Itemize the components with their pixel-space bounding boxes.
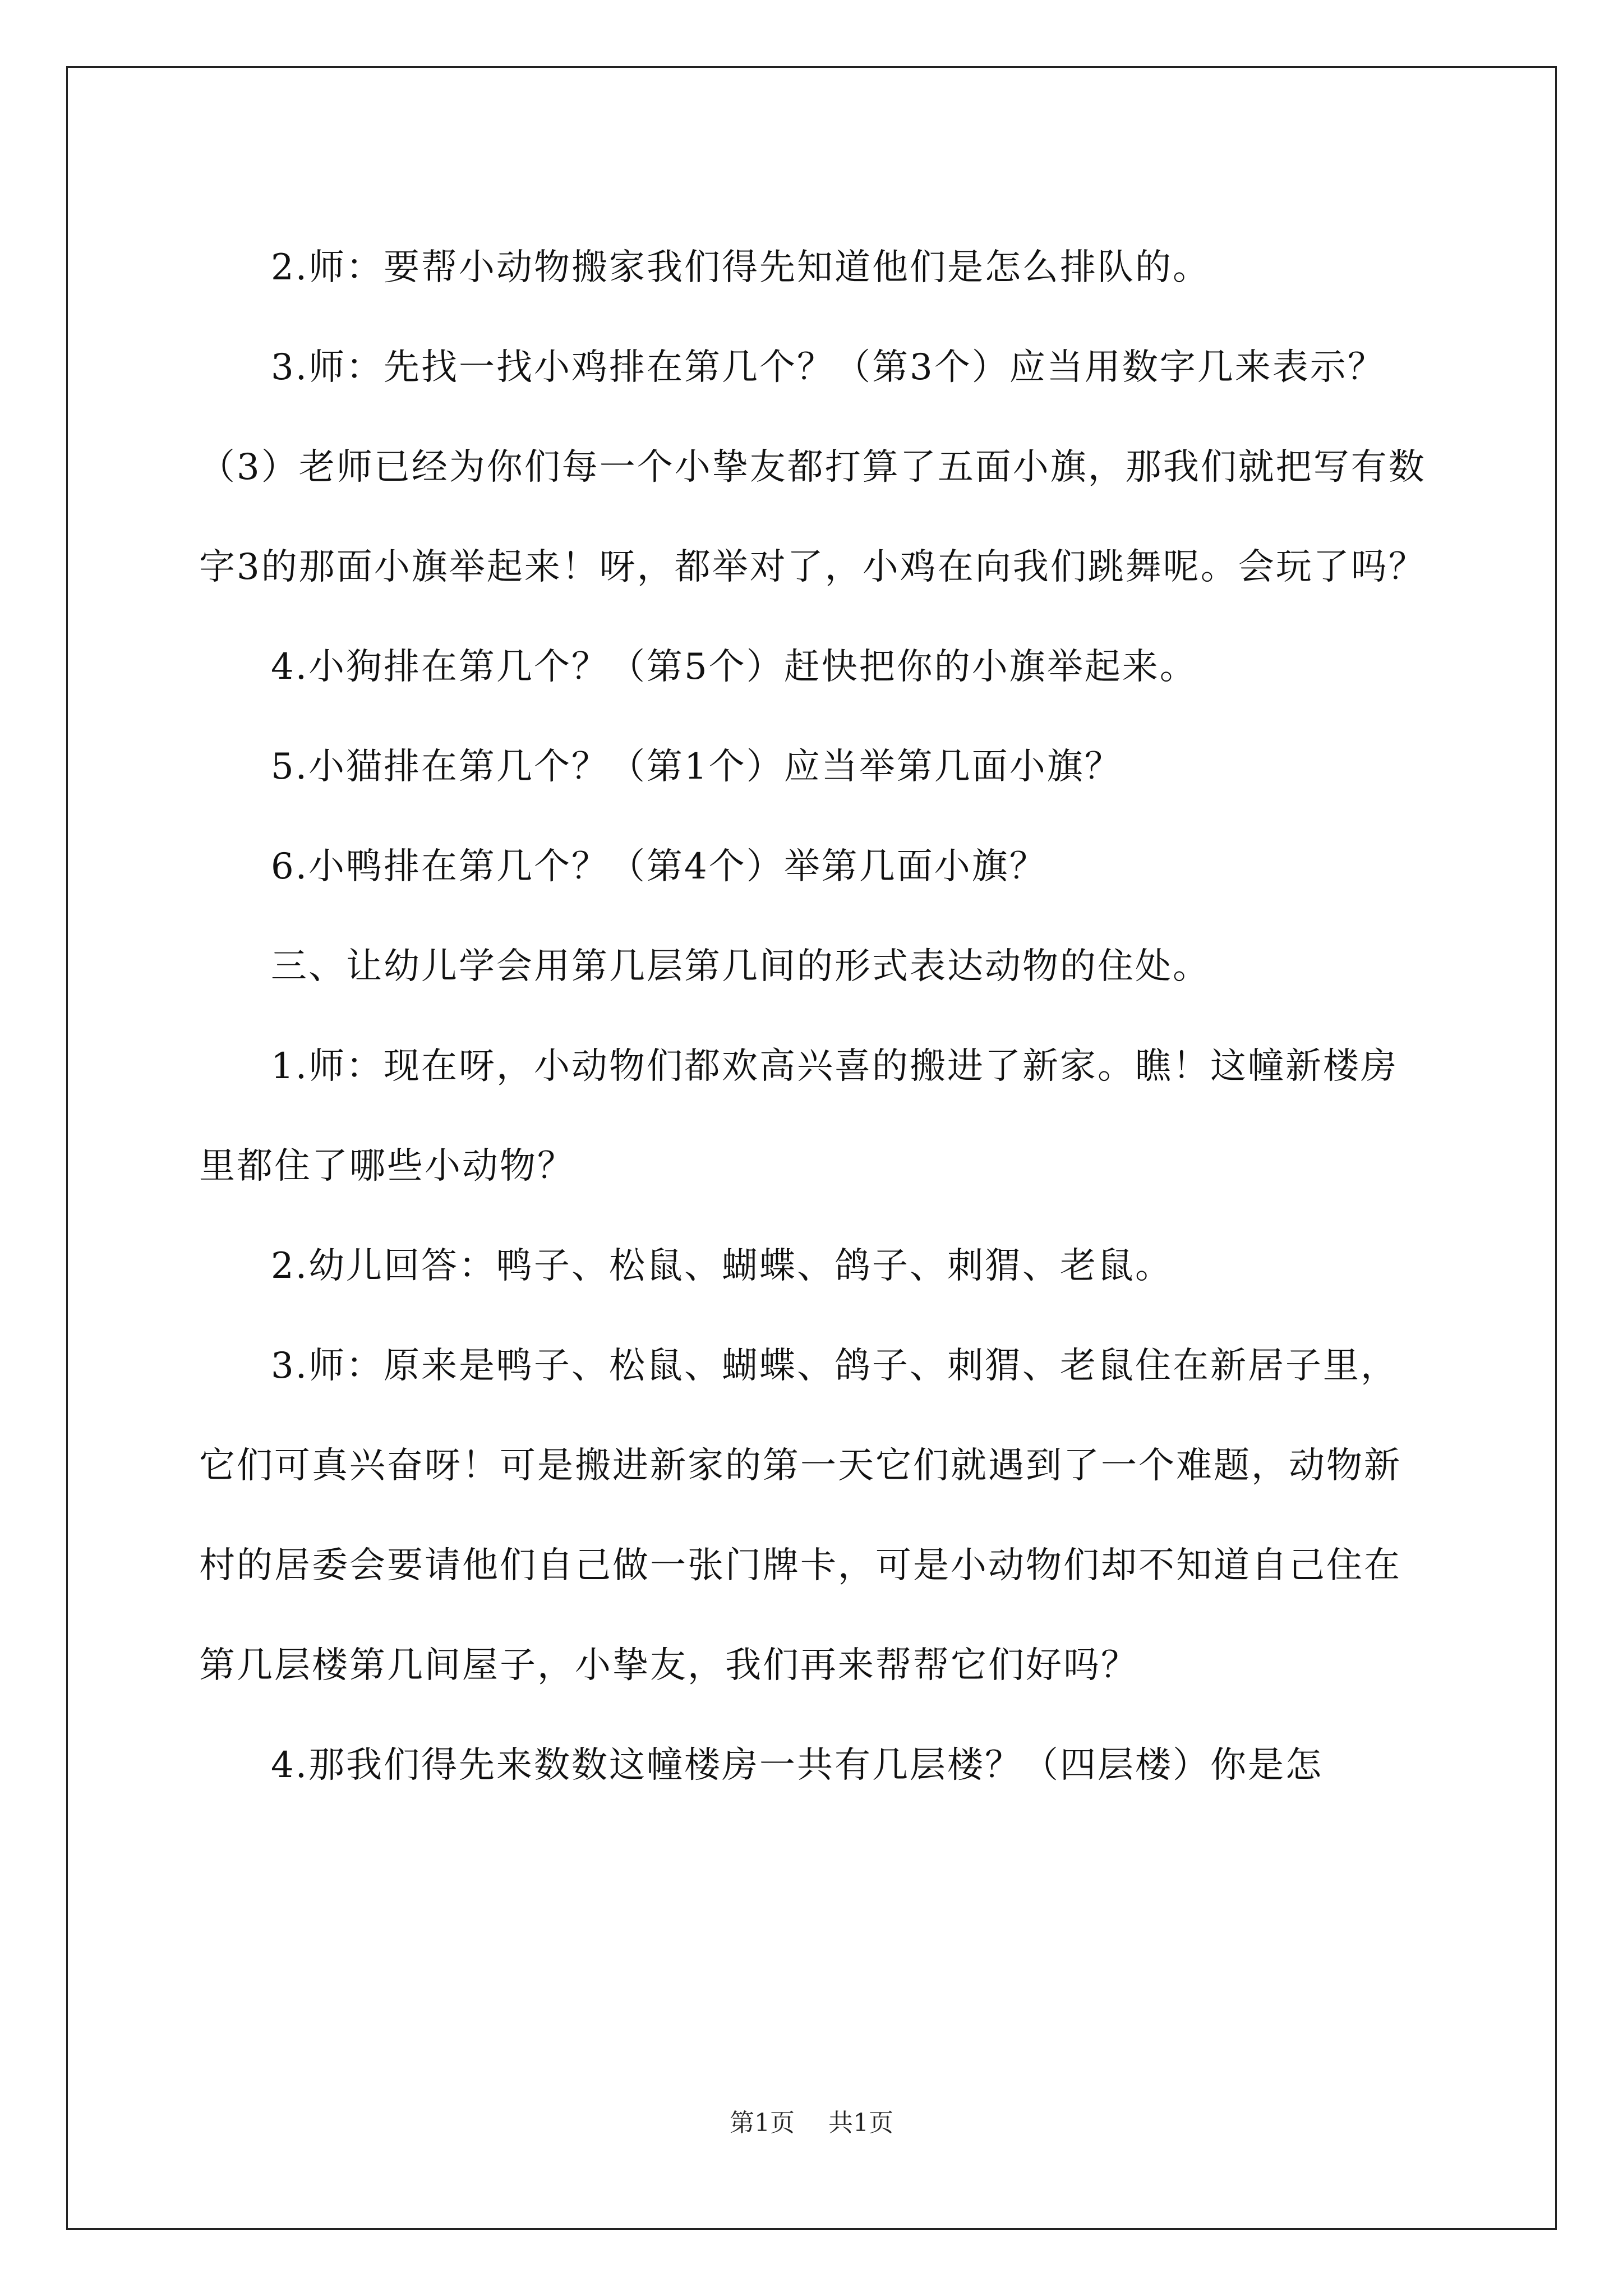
paragraph: 3.师：先找一找小鸡排在第几个？（第3个）应当用数字几来表示？（3）老师已经为你们每一个小挚友都打算了五面小旗，那我们就把写有数字3的那面小旗举起来！呀，都举对了，小鸡在向我们跳舞呢。会玩了吗？ (199, 347, 1426, 588)
paragraph: 4.那我们得先来数数这幢楼房一共有几层楼？（四层楼）你是怎 (271, 1745, 1324, 1786)
paragraph: 2.幼儿回答：鸭子、松鼠、蝴蝶、鸽子、刺猬、老鼠。 (271, 1245, 1173, 1287)
paragraph: 3.师：原来是鸭子、松鼠、蝴蝶、鸽子、刺猬、老鼠住在新居子里，它们可真兴奋呀！可是搬进新家的第一天它们就遇到了一个难题，动物新村的居委会要请他们自己做一张门牌卡，可是小动物们却不知道自己住在第几层楼第几间屋子，小挚友，我们再来帮帮它们好吗？ (199, 1345, 1401, 1686)
paragraph: 6.小鸭排在第几个？（第4个）举第几面小旗？ (271, 846, 1047, 887)
paragraph: 4.小狗排在第几个？（第5个）赶快把你的小旗举起来。 (271, 646, 1197, 688)
paragraph: 2.师：要帮小动物搬家我们得先知道他们是怎么排队的。 (271, 247, 1211, 288)
paragraph: 三、让幼儿学会用第几层第几间的形式表达动物的住处。 (271, 946, 1210, 987)
paragraph: 5.小猫排在第几个？（第1个）应当举第几面小旗？ (271, 746, 1122, 788)
page-total: 共1页 (828, 2109, 893, 2137)
page-footer (0, 2106, 1623, 2140)
page-number: 第1页 (730, 2109, 795, 2137)
document-body (199, 218, 1433, 1815)
paragraph: 1.师：现在呀，小动物们都欢高兴喜的搬进了新家。瞧！这幢新楼房里都住了哪些小动物？ (199, 1046, 1399, 1187)
